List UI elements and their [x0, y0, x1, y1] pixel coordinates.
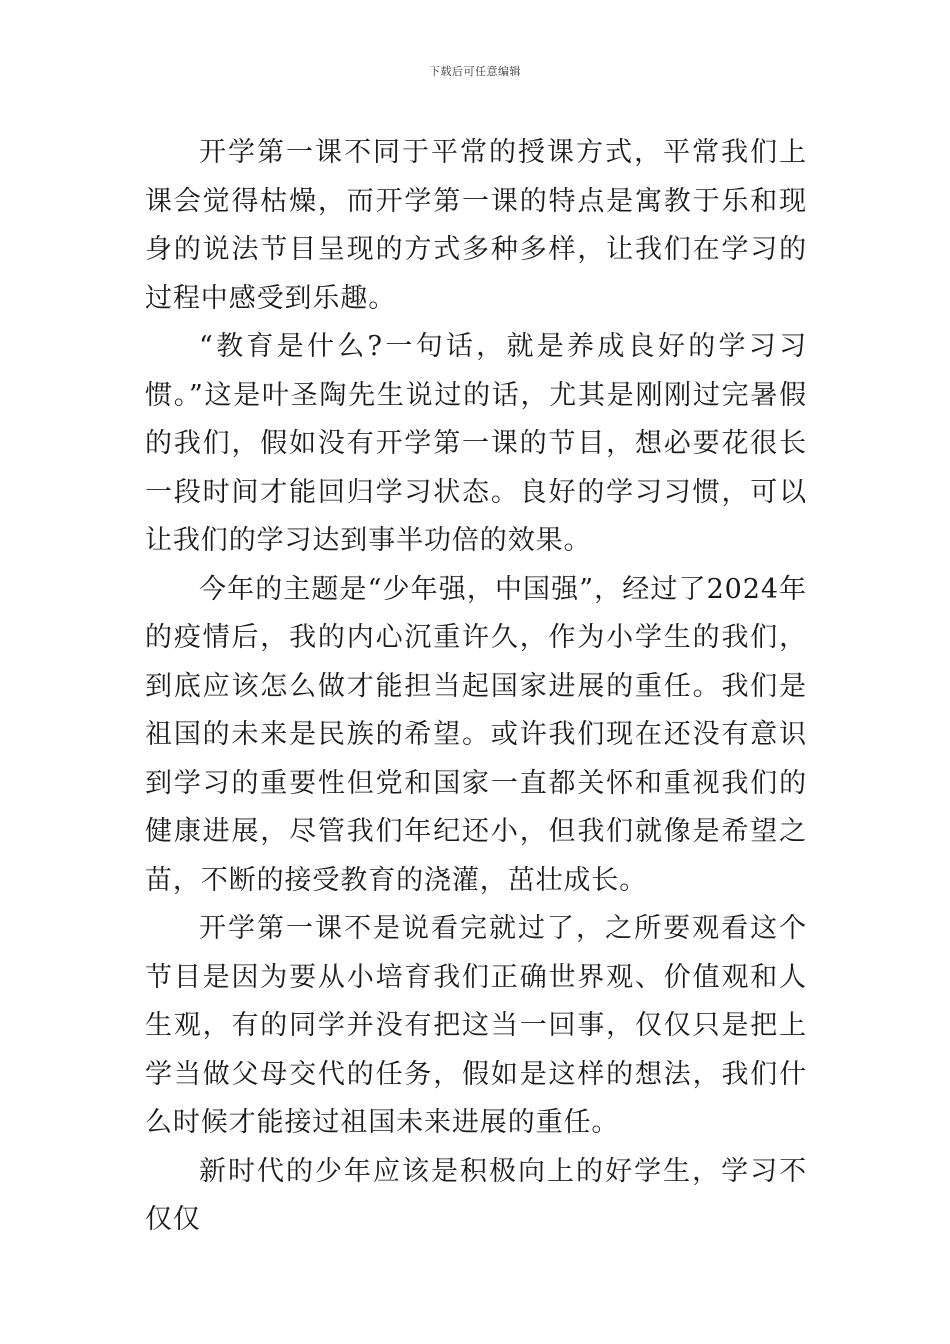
paragraph-5: 新时代的少年应该是积极向上的好学生，学习不仅仅	[145, 1155, 807, 1235]
paragraph-3: 今年的主题是“少年强，中国强”，经过了2024年的疫情后，我的内心沉重许久，作为小学生的我们，到底应该怎么做才能担当起国家进展的重任。我们是祖国的未来是民族的希望。或许我们现在还没有意识到学习的重要性但党和国家一直都关怀和重视我们的健康进展，尽管我们年纪还小，但我们就像是希望之苗，不断的接受教育的浇灌，茁壮成长。	[145, 573, 807, 896]
article-body	[145, 129, 807, 1245]
paragraph-2: “教育是什么?一句话，就是养成良好的学习习惯。”这是叶圣陶先生说过的话，尤其是刚刚过完暑假的我们，假如没有开学第一课的节目，想必要花很长一段时间才能回归学习状态。良好的学习习惯，可以让我们的学习达到事半功倍的效果。	[145, 331, 807, 556]
page-header-note: 下载后可任意编辑	[429, 65, 521, 78]
paragraph-1: 开学第一课不同于平常的授课方式，平常我们上课会觉得枯燥，而开学第一课的特点是寓教于乐和现身的说法节目呈现的方式多种多样，让我们在学习的过程中感受到乐趣。	[145, 137, 807, 314]
paragraph-4: 开学第一课不是说看完就过了，之所要观看这个节目是因为要从小培育我们正确世界观、价值观和人生观，有的同学并没有把这当一回事，仅仅只是把上学当做父母交代的任务，假如是这样的想法，我们什么时候才能接过祖国未来进展的重任。	[145, 913, 807, 1138]
